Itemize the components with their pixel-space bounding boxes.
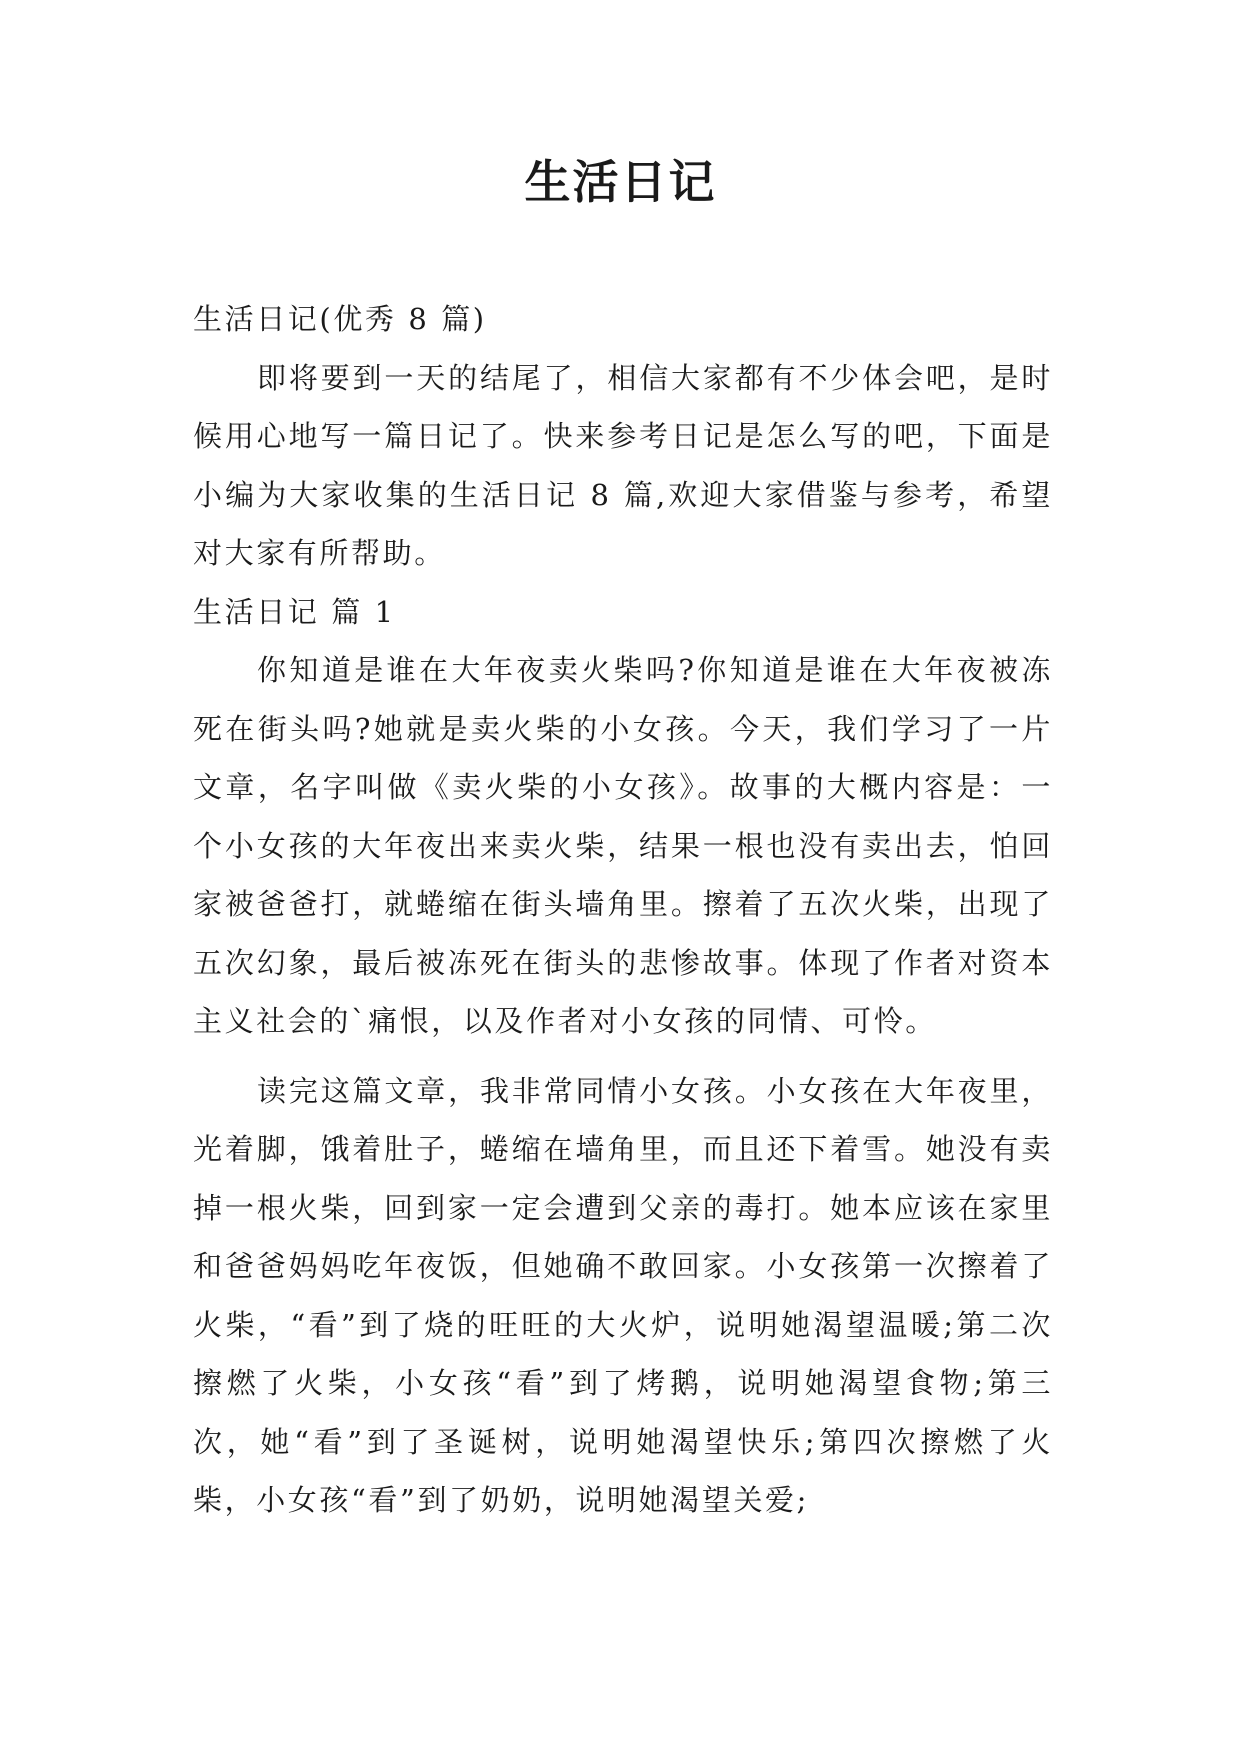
document-title: 生活日记 — [524, 155, 717, 209]
body-paragraph: 读完这篇文章，我非常同情小女孩。小女孩在大年夜里，光着脚，饿着肚子，蜷缩在墙角里，而且还下着雪。她没有卖掉一根火柴，回到家一定会遭到父亲的毒打。她本应该在家里和爸爸妈妈吃年夜饭，但她确不敢回家。小女孩第一次擦着了火柴，“看”到了烧的旺旺的大火炉，说明她渴望温暖;第二次擦燃了火柴，小女孩“看”到了烤鹅，说明她渴望食物;第三次，她“看”到了圣诞树，说明她渴望快乐;第四次擦燃了火柴，小女孩“看”到了奶奶，说明她渴望关爱; — [193, 1073, 1053, 1517]
document-subtitle: 生活日记(优秀 8 篇) — [193, 302, 487, 336]
document-body — [193, 290, 1053, 1530]
section-heading: 生活日记 篇 1 — [193, 594, 396, 629]
intro-paragraph: 即将要到一天的结尾了，相信大家都有不少体会吧，是时候用心地写一篇日记了。快来参考日记是怎么写的吧，下面是小编为大家收集的生活日记 8 篇,欢迎大家借鉴与参考，希望对大家有所帮助。 — [193, 360, 1053, 570]
body-paragraph: 你知道是谁在大年夜卖火柴吗?你知道是谁在大年夜被冻死在街头吗?她就是卖火柴的小女孩。今天，我们学习了一片文章，名字叫做《卖火柴的小女孩》。故事的大概内容是：一个小女孩的大年夜出来卖火柴，结果一根也没有卖出去，怕回家被爸爸打，就蜷缩在街头墙角里。擦着了五次火柴，出现了五次幻象，最后被冻死在街头的悲惨故事。体现了作者对资本主义社会的`痛恨，以及作者对小女孩的同情、可怜。 — [193, 653, 1053, 1038]
